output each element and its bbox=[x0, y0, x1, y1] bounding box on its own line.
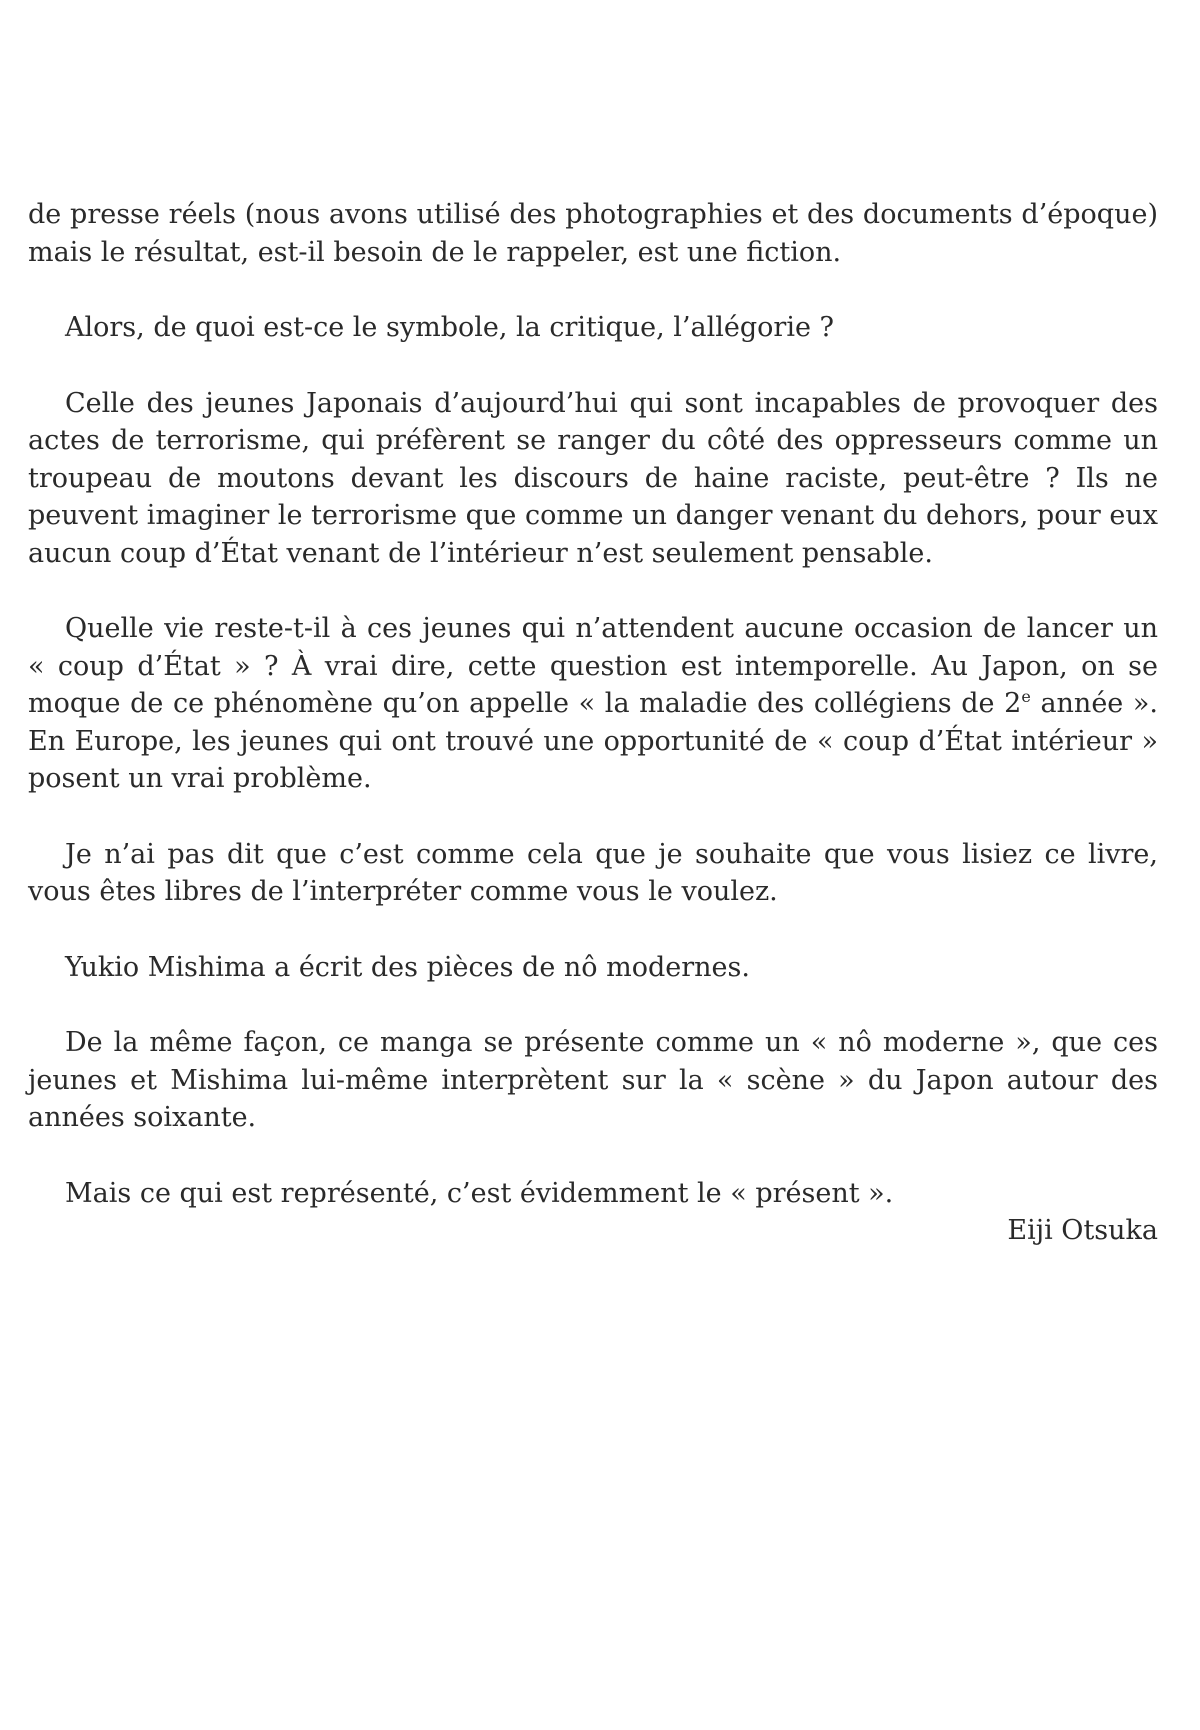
ordinal-superscript: e bbox=[1021, 687, 1031, 706]
author-signature: Eiji Otsuka bbox=[1007, 1215, 1158, 1246]
paragraph-3: Celle des jeunes Japonais d’aujourd’hui qui sont incapables de provoquer des actes de terrorisme, qui préfèrent se ranger du côté des oppresseurs comme un troupeau de moutons devant les discours de haine raciste, peut-être ? Ils ne peuvent imaginer le terrorisme que comme un danger venant du dehors, pour eux aucun coup d’État venant de l’intérieur n’est seulement pensable. bbox=[28, 387, 1158, 569]
paragraph-4 bbox=[28, 610, 1158, 798]
paragraph-7: De la même façon, ce manga se présente comme un « nô moderne », que ces jeunes et Mishima lui-même interprètent sur la « scène » du Japon autour des années soixante. bbox=[28, 1027, 1158, 1133]
document-body bbox=[28, 196, 1158, 1250]
paragraph-6: Yukio Mishima a écrit des pièces de nô modernes. bbox=[65, 951, 750, 983]
paragraph-4-text-before: Quelle vie reste-t-il à ces jeunes qui n’attendent aucune occasion de lancer un « coup d’État » ? À vrai dire, cette question est intemporelle. Au Japon, on se moque de ce phénomène qu’on appelle « la maladie des collégiens de 2 bbox=[28, 613, 1158, 719]
paragraph-8: Mais ce qui est représenté, c’est évidemment le « présent ». bbox=[65, 1177, 894, 1209]
paragraph-5: Je n’ai pas dit que c’est comme cela que je souhaite que vous lisiez ce livre, vous êtes libres de l’interpréter comme vous le voulez. bbox=[28, 838, 1158, 907]
paragraph-2: Alors, de quoi est-ce le symbole, la critique, l’allégorie ? bbox=[65, 312, 834, 343]
paragraph-4-text-after: année ». En Europe, les jeunes qui ont trouvé une opportunité de « coup d’État intérieur » posent un vrai problème. bbox=[28, 688, 1158, 794]
paragraph-1: de presse réels (nous avons utilisé des photographies et des documents d’époque) mais le résultat, est-il besoin de le rappeler, est une fiction. bbox=[28, 199, 1158, 268]
